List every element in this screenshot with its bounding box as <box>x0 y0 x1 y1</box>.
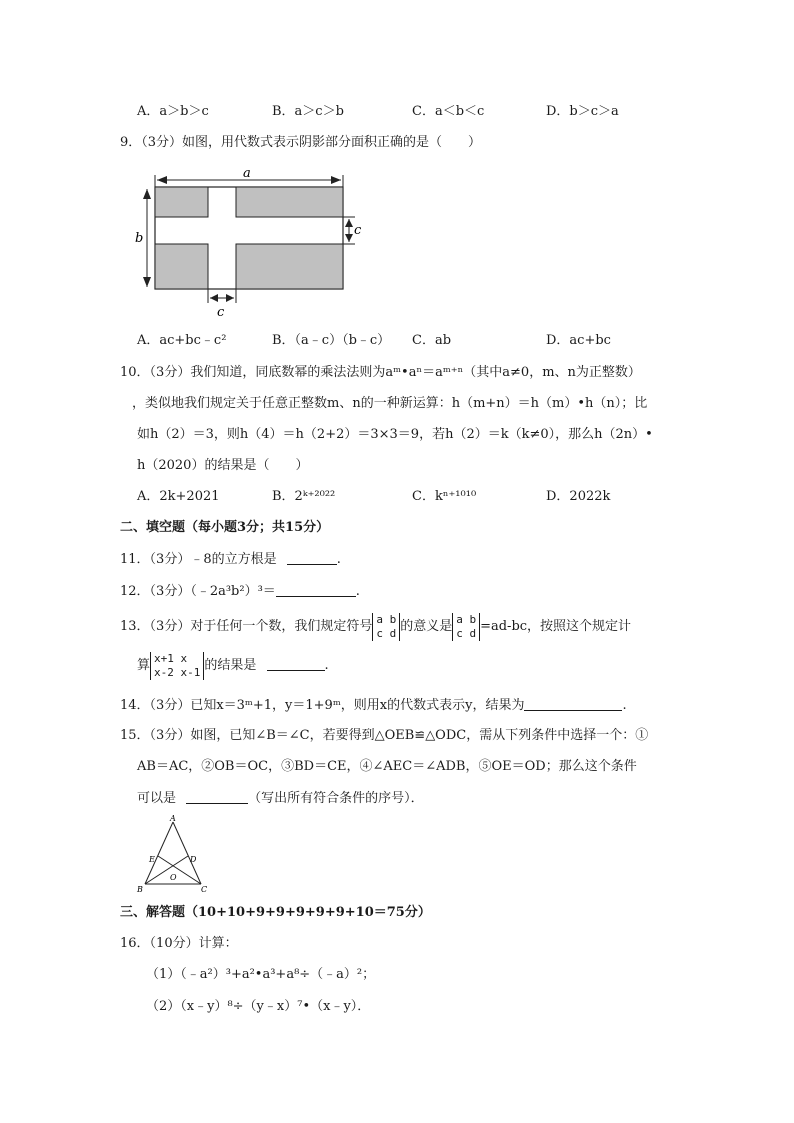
q14 <box>120 696 627 715</box>
q10-line1: 10．（3分）我们知道，同底数幂的乘法法则为aᵐ•aⁿ＝aᵐ⁺ⁿ（其中a≠0，m、n为正整数） <box>120 365 641 380</box>
q11-end: . <box>336 552 341 567</box>
q13-part1: 13．（3分）对于任何一个数，我们规定符号 <box>120 619 373 634</box>
q9-option-d: D．ac+bc <box>546 333 611 348</box>
q13-det2: a b c d <box>452 613 480 641</box>
q13-line2-end: 的结果是 <box>204 658 257 673</box>
section-2-heading: 二、填空题（每小题3分；共15分） <box>120 520 330 535</box>
q9-option-a: A．ac+bc﹣c² <box>137 333 227 348</box>
fig-label-D: D <box>190 855 197 864</box>
fig-label-a: a <box>243 166 251 181</box>
fig-label-E: E <box>149 855 155 864</box>
fig-label-A: A <box>170 814 176 823</box>
q9-stem: 9．（3分）如图，用代数式表示阴影部分面积正确的是（ ） <box>120 135 482 150</box>
q15-line1: 15．（3分）如图，已知∠B＝∠C，若要得到△OEB≌△ODC，需从下列条件中选择一个：① <box>120 728 649 743</box>
q15-triangle-figure <box>133 814 213 894</box>
q14-answer-blank[interactable] <box>524 696 622 711</box>
q8-option-d: D．b＞c＞a <box>546 104 619 119</box>
fig-label-C: C <box>201 885 208 894</box>
q12-text: 12．（3分）（﹣2a³b²）³＝ <box>120 584 276 599</box>
q10-line4: h（2020）的结果是（ ） <box>137 458 309 473</box>
q10-line3: 如h（2）＝3，则h（4）＝h（2+2）＝3×3＝9，若h（2）＝k（k≠0），那么h（2n）• <box>137 427 653 442</box>
fig-label-O: O <box>170 873 177 882</box>
q10-option-b: B．2ᵏ⁺²⁰²² <box>272 489 336 504</box>
q13-part2: 的意义是 <box>400 619 453 634</box>
q12-answer-blank[interactable] <box>276 582 356 597</box>
q11-text: 11．（3分）﹣8的立方根是 <box>120 552 277 567</box>
q13-part3: =ad-bc，按照这个规定计 <box>480 619 632 634</box>
q15-line3 <box>137 789 424 808</box>
q9-option-b: B．（a﹣c）（b﹣c） <box>272 333 391 348</box>
q13-det1: a b c d <box>372 613 400 641</box>
q15-line2: AB＝AC，②OB＝OC，③BD＝CE，④∠AEC＝∠ADB，⑤OE＝OD；那么这个条件 <box>137 759 637 774</box>
q8-option-c: C．a＜b＜c <box>412 104 485 119</box>
q13-answer-blank[interactable] <box>267 656 325 671</box>
q9-figure <box>135 163 365 323</box>
q14-end: . <box>622 698 627 713</box>
q15-line3-start: 可以是 <box>137 791 177 806</box>
q16-part1: （1）（﹣a²）³+a²•a³+a⁸÷（﹣a）²； <box>146 967 376 982</box>
q8-option-b: B．a＞c＞b <box>272 104 344 119</box>
q10-option-c: C．kⁿ⁺¹⁰¹⁰ <box>412 489 477 504</box>
fig-label-c-bottom: c <box>217 305 225 320</box>
q13-end: . <box>324 658 329 673</box>
q10-option-d: D．2022k <box>546 489 611 504</box>
q12-end: . <box>355 584 360 599</box>
q16-part2: （2）（x﹣y）⁸÷（y﹣x）⁷•（x﹣y）． <box>146 999 371 1014</box>
q11 <box>120 550 341 569</box>
q8-option-a: A．a＞b＞c <box>137 104 209 119</box>
fig-label-b: b <box>135 231 144 246</box>
q13-line2-start: 算 <box>137 658 151 673</box>
fig-label-B: B <box>137 885 143 894</box>
q13-det3: x+1 x x-2 x-1 <box>150 652 204 680</box>
fig-label-c-right: c <box>354 223 362 238</box>
section-3-heading: 三、解答题（10+10+9+9+9+9+9+10＝75分） <box>120 905 431 920</box>
q14-text: 14．（3分）已知x＝3ᵐ+1，y＝1+9ᵐ，则用x的代数式表示y，结果为 <box>120 698 525 713</box>
q16-stem: 16．（10分）计算： <box>120 936 238 951</box>
q13-line1 <box>120 612 631 642</box>
q15-answer-blank[interactable] <box>186 789 248 804</box>
q13-line2 <box>137 651 329 681</box>
q9-option-c: C．ab <box>412 333 452 348</box>
q10-option-a: A．2k+2021 <box>137 489 220 504</box>
q12 <box>120 582 360 601</box>
q11-answer-blank[interactable] <box>287 550 337 565</box>
q15-line3-end: （写出所有符合条件的序号）． <box>248 791 424 806</box>
q10-line2: ，类似地我们规定关于任意正整数m、n的一种新运算：h（m+n）＝h（m）•h（n）；比 <box>132 396 648 411</box>
